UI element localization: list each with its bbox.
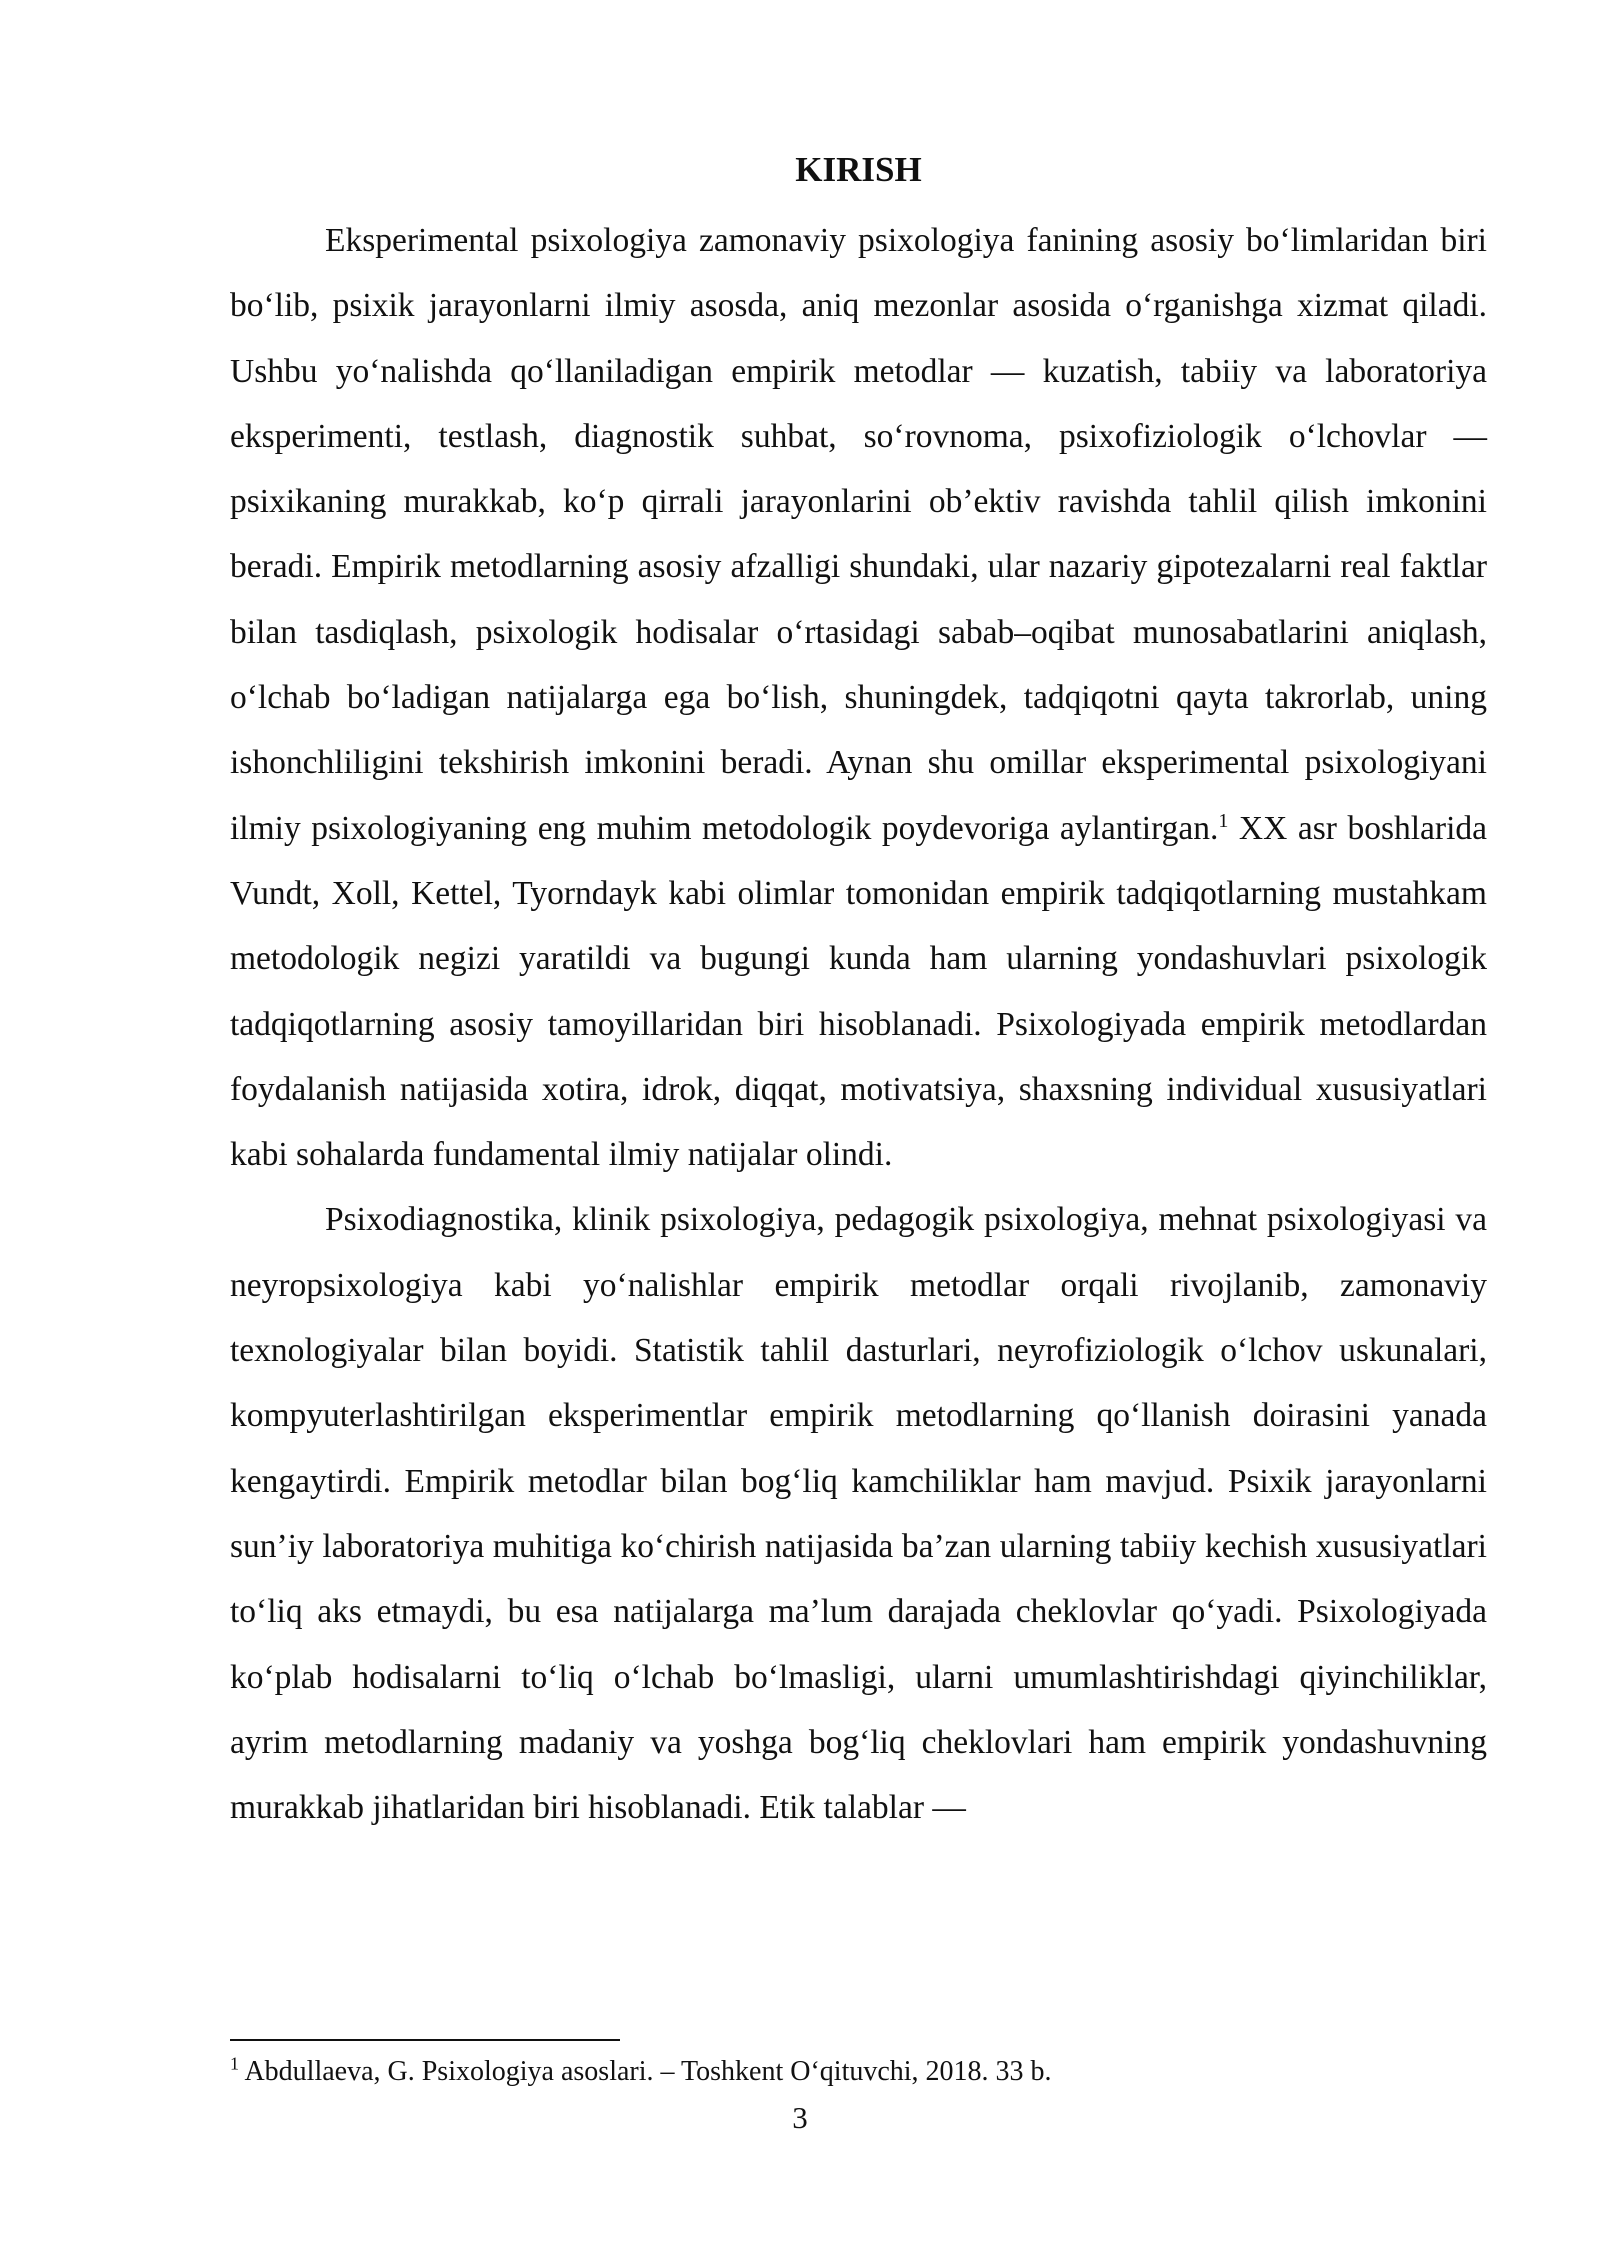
footnote: [230, 2052, 1487, 2092]
paragraph-1-text-a: Eksperimental psixologiya zamonaviy psixologiya fanining asosiy bo‘limlaridan biri bo‘lib, psixik jarayonlarni ilmiy asosda, aniq mezonlar asosida o‘rganishga xizmat qiladi. Ushbu yo‘nalishda qo‘llaniladigan empirik metodlar — kuzatish, tabiiy va laboratoriya eksperimenti, testlash, diagnostik suhbat, so‘rovnoma, psixofiziologik o‘lchovlar — psixikaning murakkab, ko‘p qirrali jarayonlarini ob’ektiv ravishda tahlil qilish imkonini beradi. Empirik metodlarning asosiy afzalligi shundaki, ular nazariy gipotezalarni real faktlar bilan tasdiqlash, psixologik hodisalar o‘rtasidagi sabab–oqibat munosabatlarini aniqlash, o‘lchab bo‘ladigan natijalarga ega bo‘lish, shuningdek, tadqiqotni qayta takrorlab, uning ishonchliligini tekshirish imkonini beradi. Aynan shu omillar eksperimental psixologiyani ilmiy psixologiyaning eng muhim metodologik poydevoriga aylantirgan.: [230, 222, 1487, 847]
page-title: KIRISH: [795, 150, 922, 189]
page-number: 3: [792, 2100, 808, 2135]
footnote-text: Abdullaeva, G. Psixologiya asoslari. – Toshkent O‘qituvchi, 2018. 33 b.: [239, 2056, 1052, 2087]
footnote-reference: 1: [1218, 809, 1229, 832]
paragraph-2: Psixodiagnostika, klinik psixologiya, pedagogik psixologiya, mehnat psixologiyasi va neyropsixologiya kabi yo‘nalishlar empirik metodlar orqali rivojlanib, zamonaviy texnologiyalar bilan boyidi. Statistik tahlil dasturlari, neyrofiziologik o‘lchov uskunalari, kompyuterlashtirilgan eksperimentlar empirik metodlarning qo‘llanish doirasini yanada kengaytirdi. Empirik metodlar bilan bog‘liq kamchiliklar ham mavjud. Psixik jarayonlarni sun’iy laboratoriya muhitiga ko‘chirish natijasida ba’zan ularning tabiiy kechish xususiyatlari to‘liq aks etmaydi, bu esa natijalarga ma’lum darajada cheklovlar qo‘yadi. Psixologiyada ko‘plab hodisalarni to‘liq o‘lchab bo‘lmasligi, ularni umumlashtirishdagi qiyinchiliklar, ayrim metodlarning madaniy va yoshga bog‘liq cheklovlari ham empirik yondashuvning murakkab jihatlaridan biri hisoblanadi. Etik talablar —: [230, 1201, 1487, 1827]
footnote-separator: [230, 2039, 620, 2041]
paragraph-1-text-b: XX asr boshlarida Vundt, Xoll, Kettel, Tyorndayk kabi olimlar tomonidan empirik tadqiqotlarning mustahkam metodologik negizi yaratildi va bugungi kunda ham ularning yondashuvlari psixologik tadqiqotlarning asosiy tamoyillaridan biri hisoblanadi. Psixologiyada empirik metodlardan foydalanish natijasida xotira, idrok, diqqat, motivatsiya, shaxsning individual xususiyatlari kabi sohalarda fundamental ilmiy natijalar olindi.: [230, 809, 1487, 1174]
body-text: [230, 208, 1487, 1840]
footnote-number: 1: [230, 2053, 239, 2074]
paragraph-1: [230, 208, 1487, 1187]
